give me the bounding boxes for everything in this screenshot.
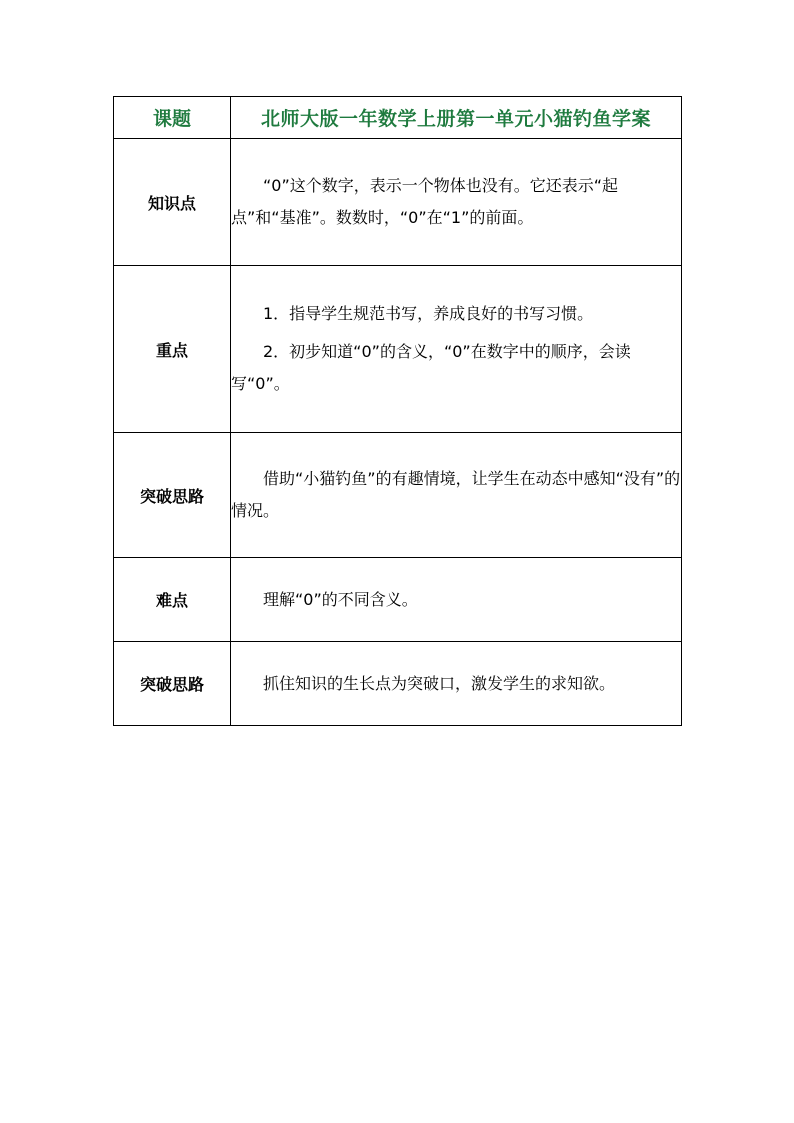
row-label-key-points: 重点 — [114, 266, 231, 433]
paragraph: 抓住知识的生长点为突破口，激发学生的求知欲。 — [263, 673, 616, 693]
row-content-approach-2 — [231, 642, 682, 726]
table-row — [114, 266, 682, 433]
paragraph: 1．指导学生规范书写，养成良好的书写习惯。 — [263, 304, 594, 323]
lesson-title: 北师大版一年数学上册第一单元小猫钓鱼学案 — [231, 97, 682, 139]
table-row — [114, 139, 682, 266]
row-content-key-points — [231, 266, 682, 433]
row-content-difficulty — [231, 558, 682, 642]
paragraph: 借助“小猫钓鱼”的有趣情境，让学生在动态中感知“没有”的情况。 — [231, 469, 681, 520]
paragraph: 2．初步知道“0”的含义，“0”在数字中的顺序，会读写“0”。 — [231, 342, 631, 393]
row-content-knowledge — [231, 139, 682, 266]
paragraph: “0”这个数字，表示一个物体也没有。它还表示“起点”和“基准”。数数时，“0”在“1”的前面。 — [231, 176, 619, 227]
header-row — [114, 97, 682, 139]
row-label-approach-1: 突破思路 — [114, 433, 231, 558]
table-row — [114, 642, 682, 726]
row-label-knowledge: 知识点 — [114, 139, 231, 266]
row-label-approach-2: 突破思路 — [114, 642, 231, 726]
paragraph: 理解“0”的不同含义。 — [263, 589, 418, 609]
header-label: 课题 — [114, 97, 231, 139]
row-label-difficulty: 难点 — [114, 558, 231, 642]
table-row — [114, 558, 682, 642]
lesson-plan-table — [113, 96, 682, 726]
table-row — [114, 433, 682, 558]
row-content-approach-1 — [231, 433, 682, 558]
